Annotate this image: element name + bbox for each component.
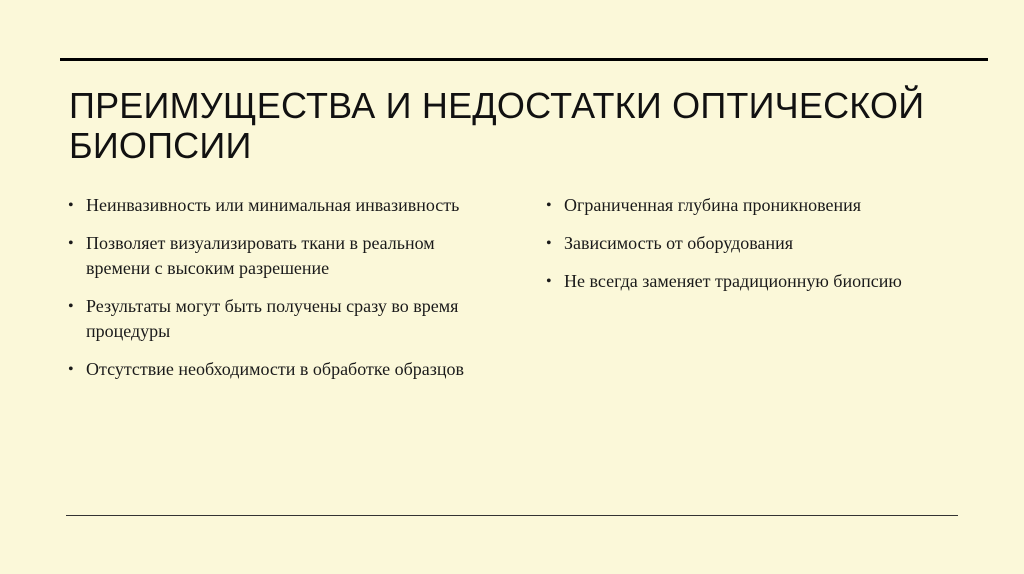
- list-item-text: Позволяет визуализировать ткани в реальном времени с высоким разрешение: [86, 233, 435, 278]
- top-divider: [60, 58, 988, 61]
- list-item-text: Отсутствие необходимости в обработке образцов: [86, 359, 465, 379]
- list-item: [68, 357, 468, 382]
- list-item: [68, 193, 468, 218]
- bullet-icon: •: [68, 197, 74, 214]
- bottom-divider: [66, 515, 958, 516]
- bullet-icon: •: [68, 298, 74, 315]
- list-item: [546, 269, 986, 294]
- list-item-text: Неинвазивность или минимальная инвазивность: [86, 195, 460, 215]
- list-item: [68, 231, 468, 281]
- bullet-icon: •: [68, 235, 74, 252]
- disadvantages-list: [546, 193, 986, 307]
- slide-title: ПРЕИМУЩЕСТВА И НЕДОСТАТКИ ОПТИЧЕСКОЙ БИОПСИИ: [69, 85, 925, 166]
- list-item-text: Зависимость от оборудования: [564, 233, 794, 253]
- list-item: [546, 193, 986, 218]
- bullet-icon: •: [68, 361, 74, 378]
- list-item-text: Результаты могут быть получены сразу во время процедуры: [86, 296, 459, 341]
- list-item-text: Ограниченная глубина проникновения: [564, 195, 862, 215]
- list-item-text: Не всегда заменяет традиционную биопсию: [564, 271, 902, 291]
- bullet-icon: •: [546, 273, 552, 290]
- bullet-icon: •: [546, 197, 552, 214]
- bullet-icon: •: [546, 235, 552, 252]
- advantages-list: [68, 193, 468, 395]
- list-item: [68, 294, 468, 344]
- list-item: [546, 231, 986, 256]
